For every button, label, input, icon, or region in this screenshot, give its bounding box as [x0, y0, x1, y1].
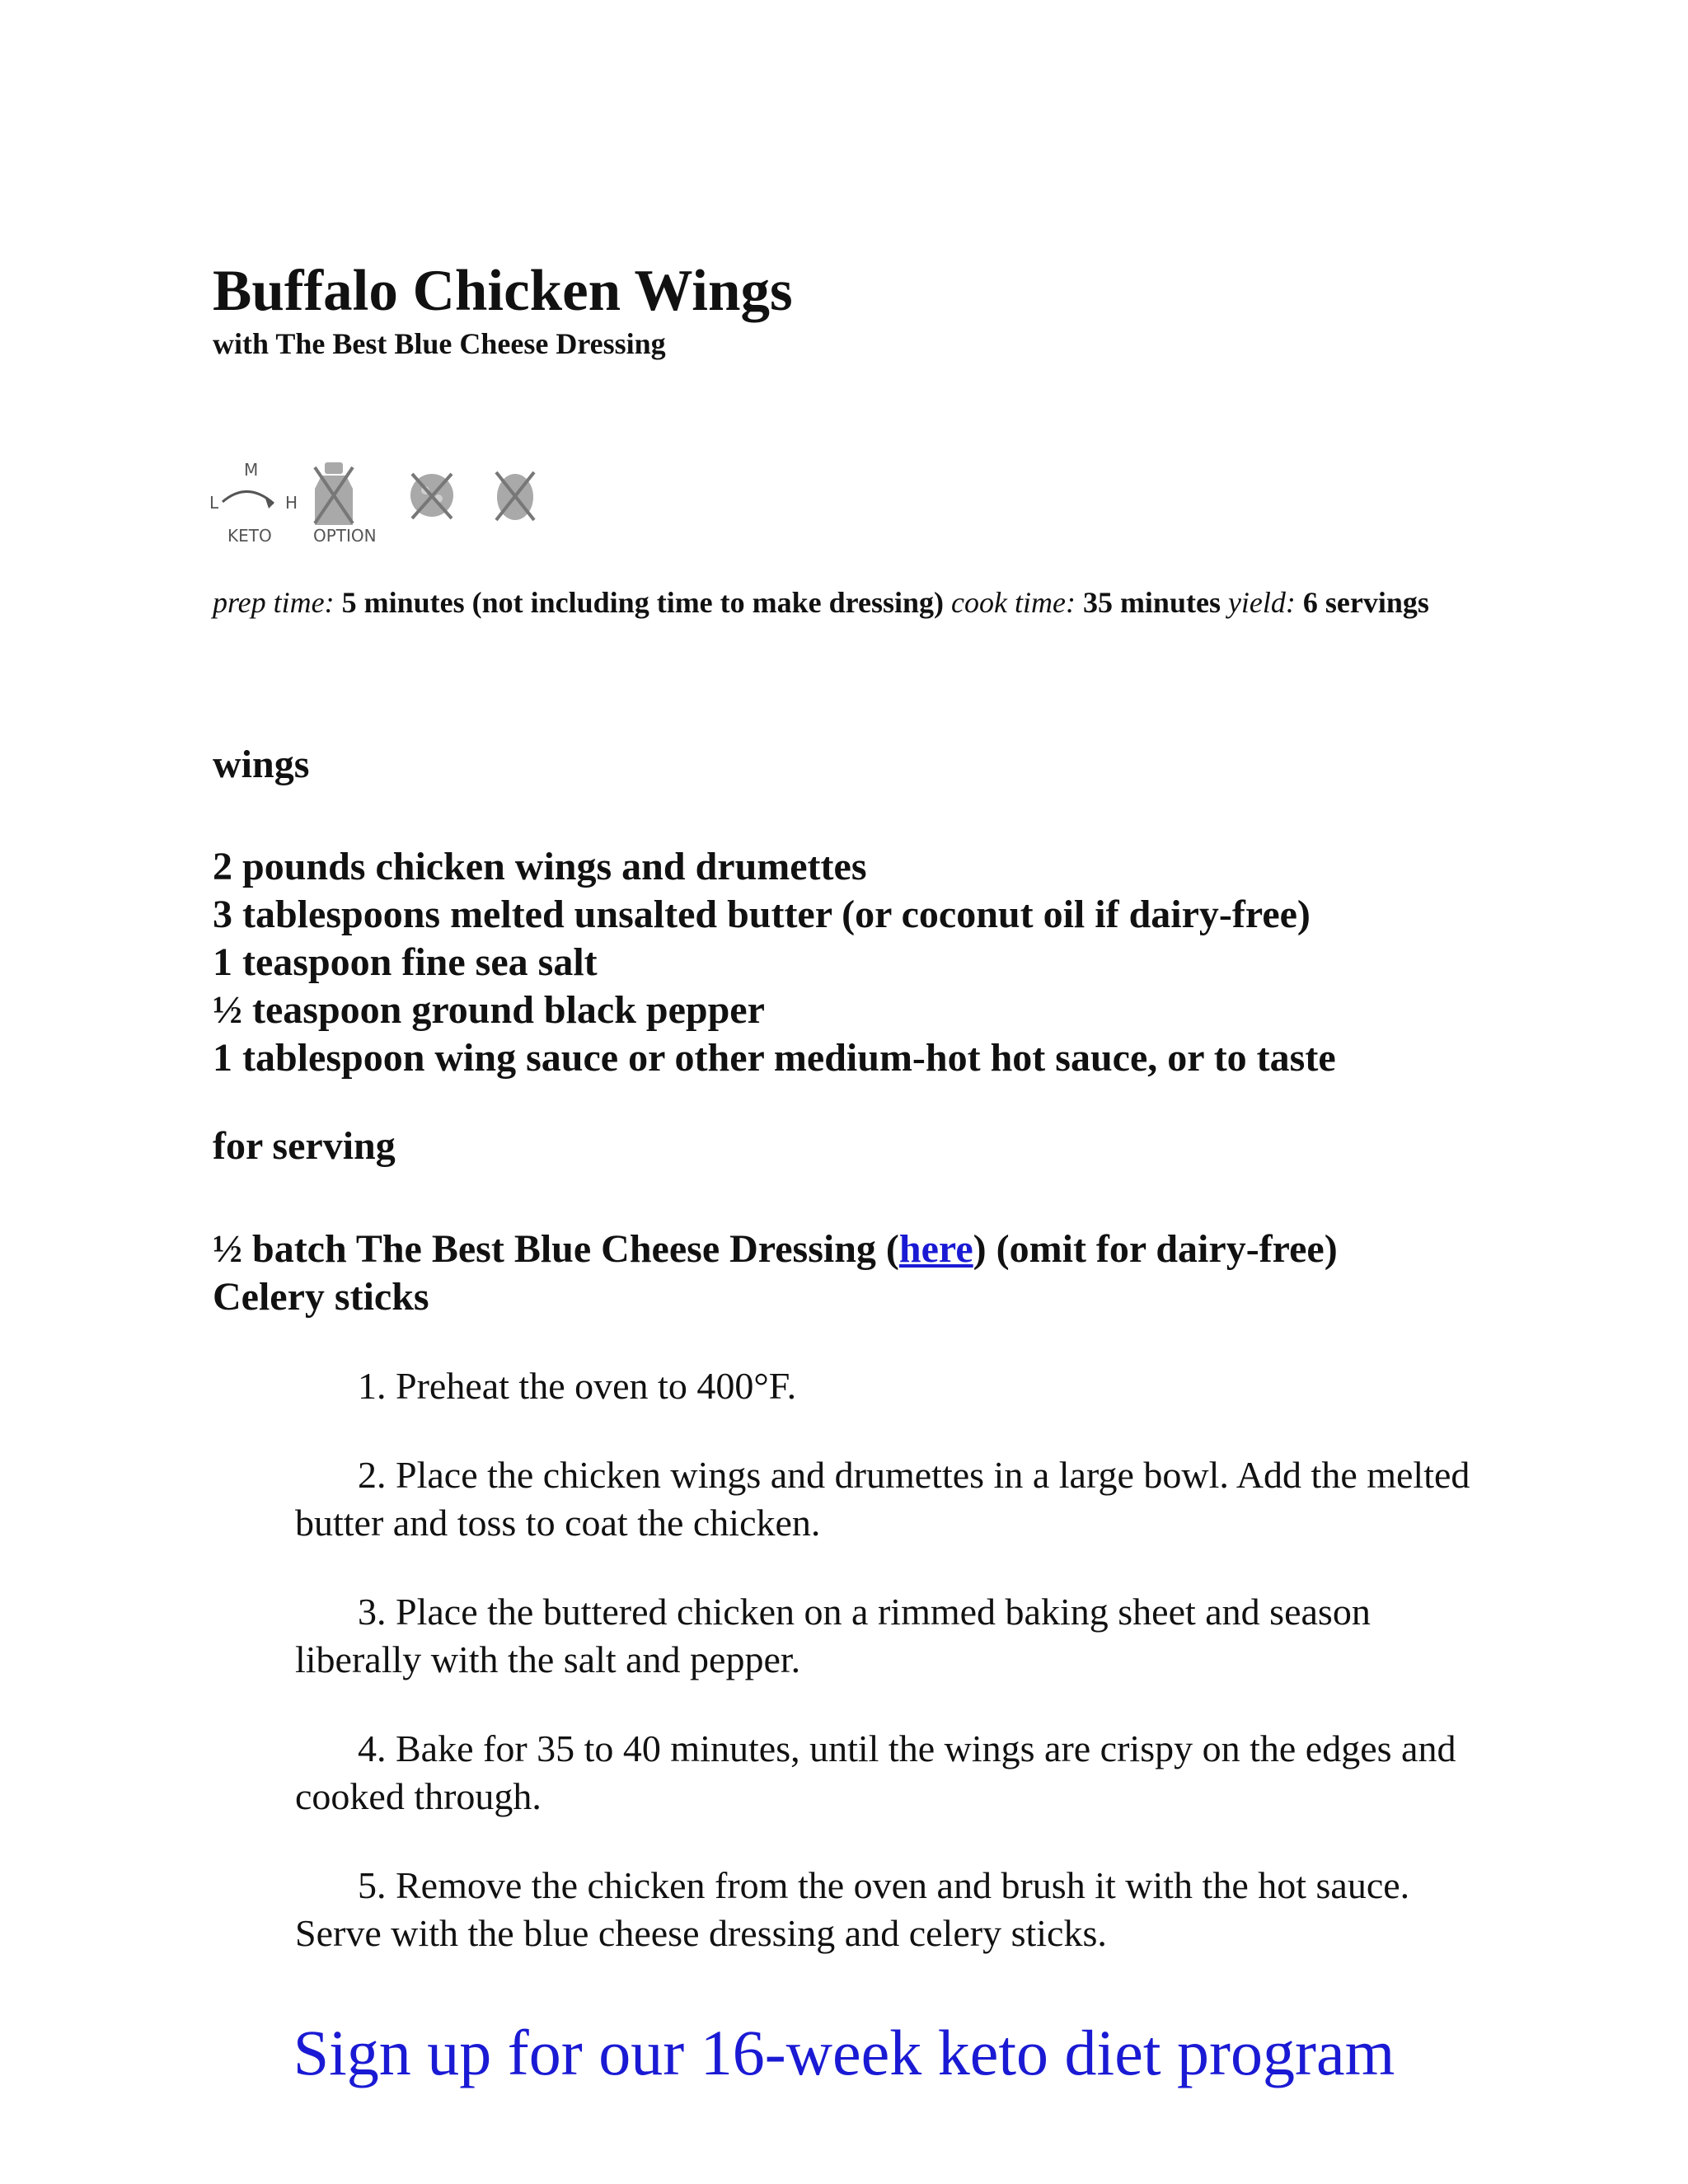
scale-h-label: H	[285, 493, 298, 513]
ingredient-list	[213, 843, 1336, 1082]
yield-label: yield:	[1227, 586, 1296, 619]
instruction-step: 2. Place the chicken wings and drumettes in a large bowl. Add the melted butter and toss to coat the chicken.	[295, 1454, 1470, 1544]
recipe-title: Buffalo Chicken Wings	[213, 259, 793, 323]
scale-l-label: L	[209, 493, 219, 513]
serving-list	[213, 1226, 1338, 1321]
ingredient-item: 1 teaspoon fine sea salt	[213, 940, 598, 984]
serving-item-dressing	[213, 1226, 1338, 1273]
scale-m-label: M	[244, 460, 259, 480]
instruction-step: 1. Preheat the oven to 400°F.	[358, 1365, 797, 1407]
recipe-subtitle: with The Best Blue Cheese Dressing	[213, 327, 666, 360]
cook-time-value: 35 minutes	[1082, 586, 1221, 619]
nut-free-icon	[410, 474, 453, 518]
serving-item-celery: Celery sticks	[213, 1275, 429, 1319]
prep-time-value: 5 minutes (not including time to make dressing)	[341, 586, 944, 619]
diet-badges	[208, 456, 554, 555]
section-heading-wings: wings	[213, 743, 310, 786]
ingredient-item: 2 pounds chicken wings and drumettes	[213, 845, 867, 888]
instruction-step: 4. Bake for 35 to 40 minutes, until the wings are crispy on the edges and cooked through.	[295, 1727, 1456, 1817]
section-heading-serving: for serving	[213, 1124, 396, 1168]
prep-time-label: prep time:	[213, 586, 335, 619]
recipe-meta	[213, 585, 1477, 621]
dressing-text: ½ batch The Best Blue Cheese Dressing (	[213, 1227, 899, 1271]
yield-value: 6 servings	[1302, 586, 1429, 619]
dressing-recipe-link[interactable]: here	[898, 1227, 973, 1271]
ingredient-item: 1 tablespoon wing sauce or other medium-hot hot sauce, or to taste	[213, 1036, 1336, 1080]
dairy-free-option-icon	[313, 462, 377, 546]
instruction-steps	[295, 1362, 1482, 1999]
option-label: OPTION	[313, 526, 377, 546]
ingredient-item: ½ teaspoon ground black pepper	[213, 988, 765, 1032]
egg-free-icon	[496, 472, 534, 520]
dressing-note: ) (omit for dairy-free)	[973, 1227, 1338, 1271]
keto-program-signup-link[interactable]: Sign up for our 16-week keto diet program	[293, 2017, 1395, 2088]
cook-time-label: cook time:	[951, 586, 1076, 619]
keto-scale-icon	[209, 460, 298, 546]
instruction-step: 5. Remove the chicken from the oven and brush it with the hot sauce. Serve with the blue cheese dressing and celery sticks.	[295, 1864, 1410, 1954]
instruction-step: 3. Place the buttered chicken on a rimmed baking sheet and season liberally with the salt and pepper.	[295, 1591, 1371, 1680]
keto-label: KETO	[227, 526, 272, 546]
ingredient-item: 3 tablespoons melted unsalted butter (or coconut oil if dairy-free)	[213, 893, 1311, 936]
